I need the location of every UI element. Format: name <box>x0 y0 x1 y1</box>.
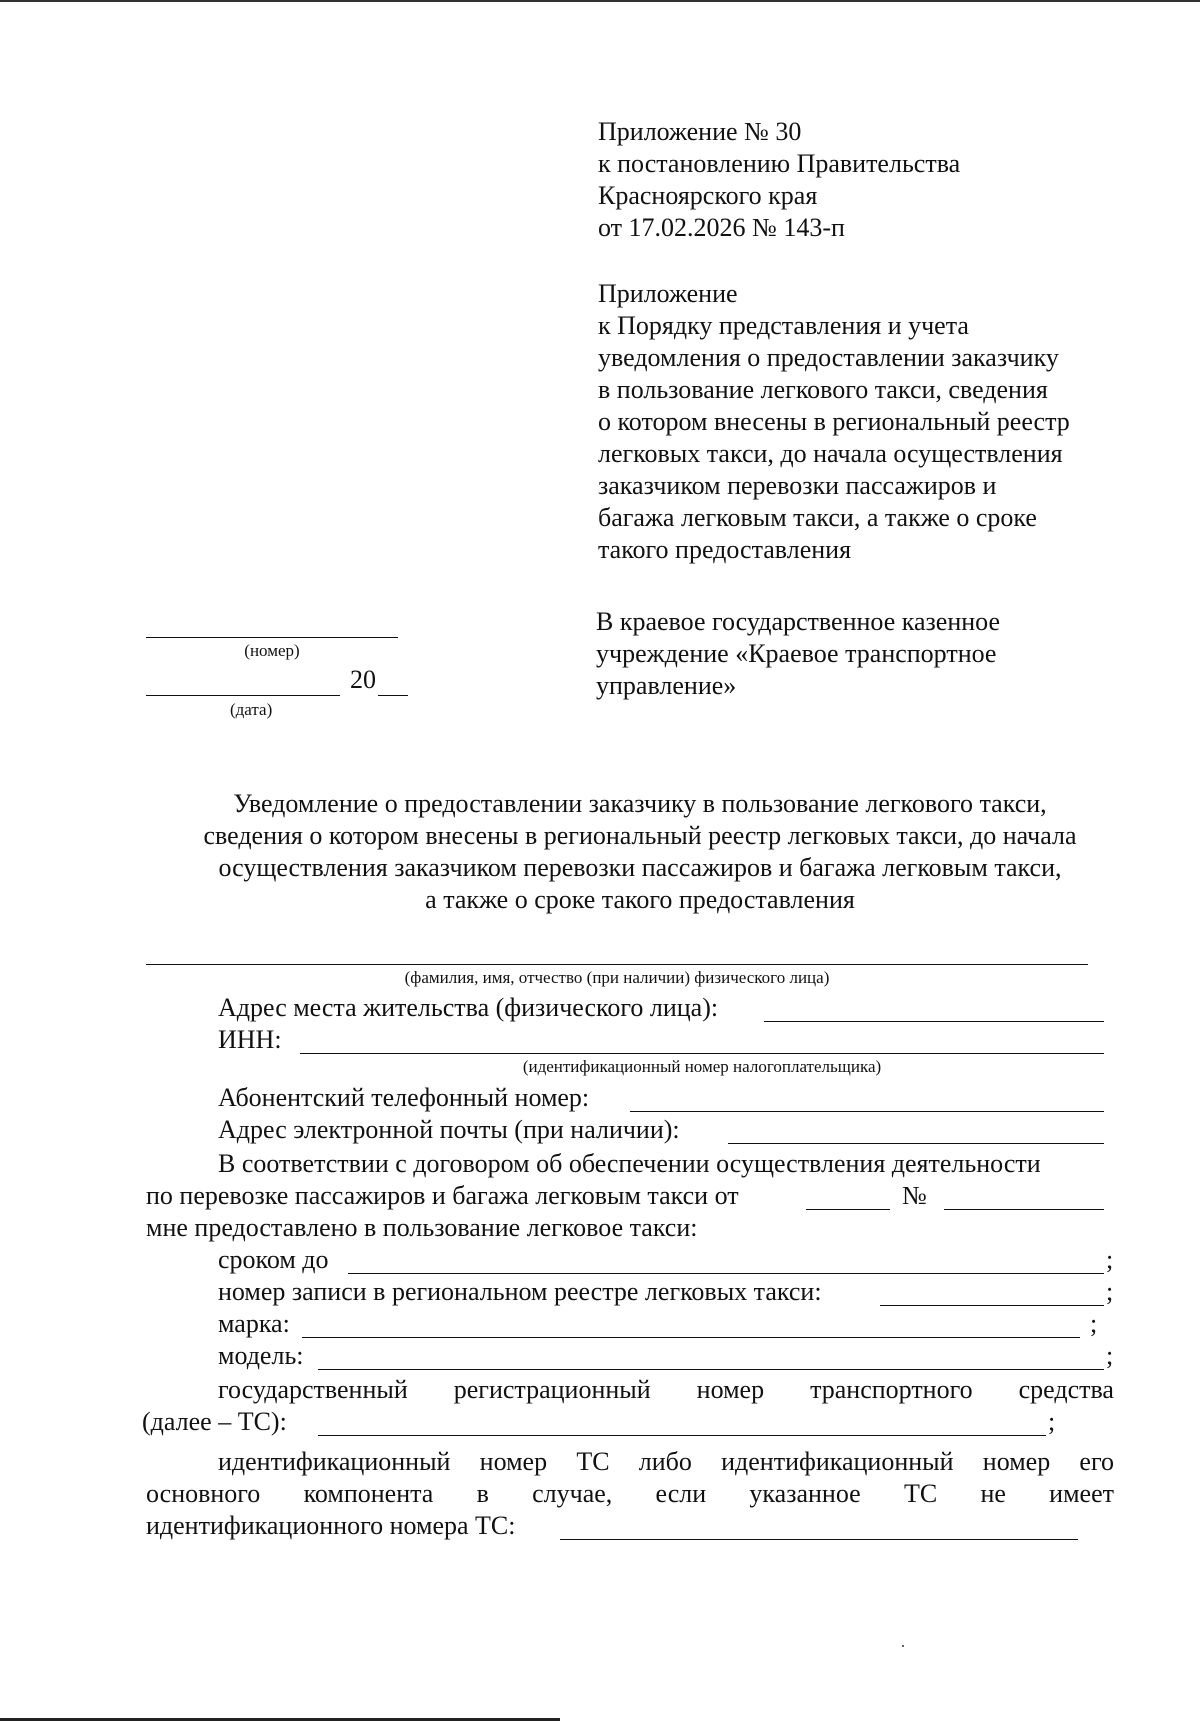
title-line: сведения о котором внесены в региональный реестр легковых такси, до начала <box>203 821 1077 850</box>
appendix-order-line: Приложение <box>598 279 738 308</box>
plate-word: номер <box>696 1375 765 1404</box>
plate-word: транспортного <box>810 1375 973 1404</box>
vin-word: компонента <box>303 1479 434 1508</box>
phone-field-line[interactable] <box>630 1111 1104 1112</box>
phone-label: Абонентский телефонный номер: <box>218 1083 590 1112</box>
vin-word: основного <box>146 1479 261 1508</box>
title-line: Уведомление о предоставлении заказчику в пользование легкового такси, <box>233 789 1047 818</box>
appendix-30-line: Красноярского края <box>598 181 818 210</box>
plate-word: регистрационный <box>453 1375 651 1404</box>
vin-word: идентификационный <box>218 1447 451 1476</box>
plate-field-line[interactable] <box>318 1435 1046 1436</box>
vin-word: либо <box>638 1447 692 1476</box>
appendix-order-line: в пользование легкового такси, сведения <box>598 375 1048 404</box>
semicolon: ; <box>1106 1245 1114 1274</box>
vin-word: номер <box>982 1447 1051 1476</box>
year-prefix: 20 <box>350 665 376 694</box>
vin-word: случае, <box>532 1479 613 1508</box>
plate-paragraph-line <box>218 1374 1114 1406</box>
fio-field-line[interactable] <box>146 964 1088 965</box>
brand-label: марка: <box>218 1309 290 1338</box>
vin-label: идентификационного номера ТС: <box>146 1511 516 1540</box>
vin-word: ТС <box>903 1479 938 1508</box>
appendix-order-line: багажа легковым такси, а также о сроке <box>598 503 1037 532</box>
contract-line: по перевозке пассажиров и багажа легковым такси от <box>146 1181 739 1210</box>
scan-edge-bottom <box>0 1718 560 1721</box>
vin-word: не <box>980 1479 1006 1508</box>
brand-field-line[interactable] <box>302 1337 1080 1338</box>
vin-word: в <box>476 1479 489 1508</box>
contract-line: В соответствии с договором об обеспечении осуществления деятельности <box>218 1149 1041 1178</box>
inn-caption: (идентификационный номер налогоплательщика) <box>522 1057 882 1076</box>
appendix-30-line: к постановлению Правительства <box>598 149 961 178</box>
appendix-order-line: уведомления о предоставлении заказчику <box>598 343 1059 372</box>
semicolon: ; <box>1048 1407 1056 1436</box>
number-field-line <box>146 637 398 638</box>
semicolon: ; <box>1106 1277 1114 1306</box>
vin-word: если <box>655 1479 707 1508</box>
term-field-line[interactable] <box>348 1273 1104 1274</box>
addressee-line: управление» <box>596 671 737 700</box>
vin-paragraph-line <box>146 1478 1114 1510</box>
address-field-line[interactable] <box>764 1021 1104 1022</box>
registry-label: номер записи в региональном реестре легковых такси: <box>218 1277 822 1306</box>
title-line: осуществления заказчиком перевозки пассажиров и багажа легковым такси, <box>218 853 1062 882</box>
vin-word: ТС <box>576 1447 610 1476</box>
addressee-line: В краевое государственное казенное <box>596 607 1001 636</box>
semicolon: ; <box>1090 1309 1098 1338</box>
inn-label: ИНН: <box>218 1025 282 1054</box>
registry-field-line[interactable] <box>880 1305 1104 1306</box>
date-caption: (дата) <box>230 700 273 719</box>
appendix-order-line: такого предоставления <box>598 535 852 564</box>
inn-field-line[interactable] <box>300 1053 1104 1054</box>
number-caption: (номер) <box>244 641 300 660</box>
appendix-30-line: Приложение № 30 <box>598 117 802 146</box>
vin-word: идентификационный <box>721 1447 954 1476</box>
vin-field-line[interactable] <box>560 1539 1078 1540</box>
plate-word: средства <box>1018 1375 1114 1404</box>
model-label: модель: <box>218 1341 304 1370</box>
title-line: а также о сроке такого предоставления <box>425 885 855 914</box>
appendix-order-line: о котором внесены в региональный реестр <box>598 407 1070 436</box>
model-field-line[interactable] <box>318 1369 1104 1370</box>
appendix-order-line: заказчиком перевозки пассажиров и <box>598 471 997 500</box>
term-label: сроком до <box>218 1245 329 1274</box>
vin-word: указанное <box>749 1479 861 1508</box>
fio-caption: (фамилия, имя, отчество (при наличии) физического лица) <box>404 968 830 987</box>
vin-word: его <box>1079 1447 1114 1476</box>
email-field-line[interactable] <box>728 1143 1104 1144</box>
plate-word: государственный <box>218 1375 408 1404</box>
addressee-line: учреждение «Краевое транспортное <box>596 639 997 668</box>
contract-date-field-line[interactable] <box>806 1209 890 1210</box>
vin-paragraph-line <box>218 1446 1114 1478</box>
semicolon: ; <box>1106 1341 1114 1370</box>
date-field-line <box>146 695 340 696</box>
scan-edge-top <box>0 0 1200 2</box>
vin-word: номер <box>479 1447 548 1476</box>
vin-word: имеет <box>1049 1479 1114 1508</box>
year-suffix-line <box>378 695 408 696</box>
scan-speck <box>902 1645 904 1647</box>
email-label: Адрес электронной почты (при наличии): <box>218 1115 680 1144</box>
appendix-order-line: к Порядку представления и учета <box>598 311 969 340</box>
appendix-order-line: легковых такси, до начала осуществления <box>598 439 1063 468</box>
contract-line: мне предоставлено в пользование легковое такси: <box>146 1213 698 1242</box>
address-label: Адрес места жительства (физического лица): <box>218 993 719 1022</box>
contract-number-field-line[interactable] <box>944 1209 1104 1210</box>
plate-label: (далее – ТС): <box>142 1407 287 1436</box>
contract-number-sign: № <box>902 1181 927 1210</box>
appendix-30-line: от 17.02.2026 № 143-п <box>598 213 845 242</box>
